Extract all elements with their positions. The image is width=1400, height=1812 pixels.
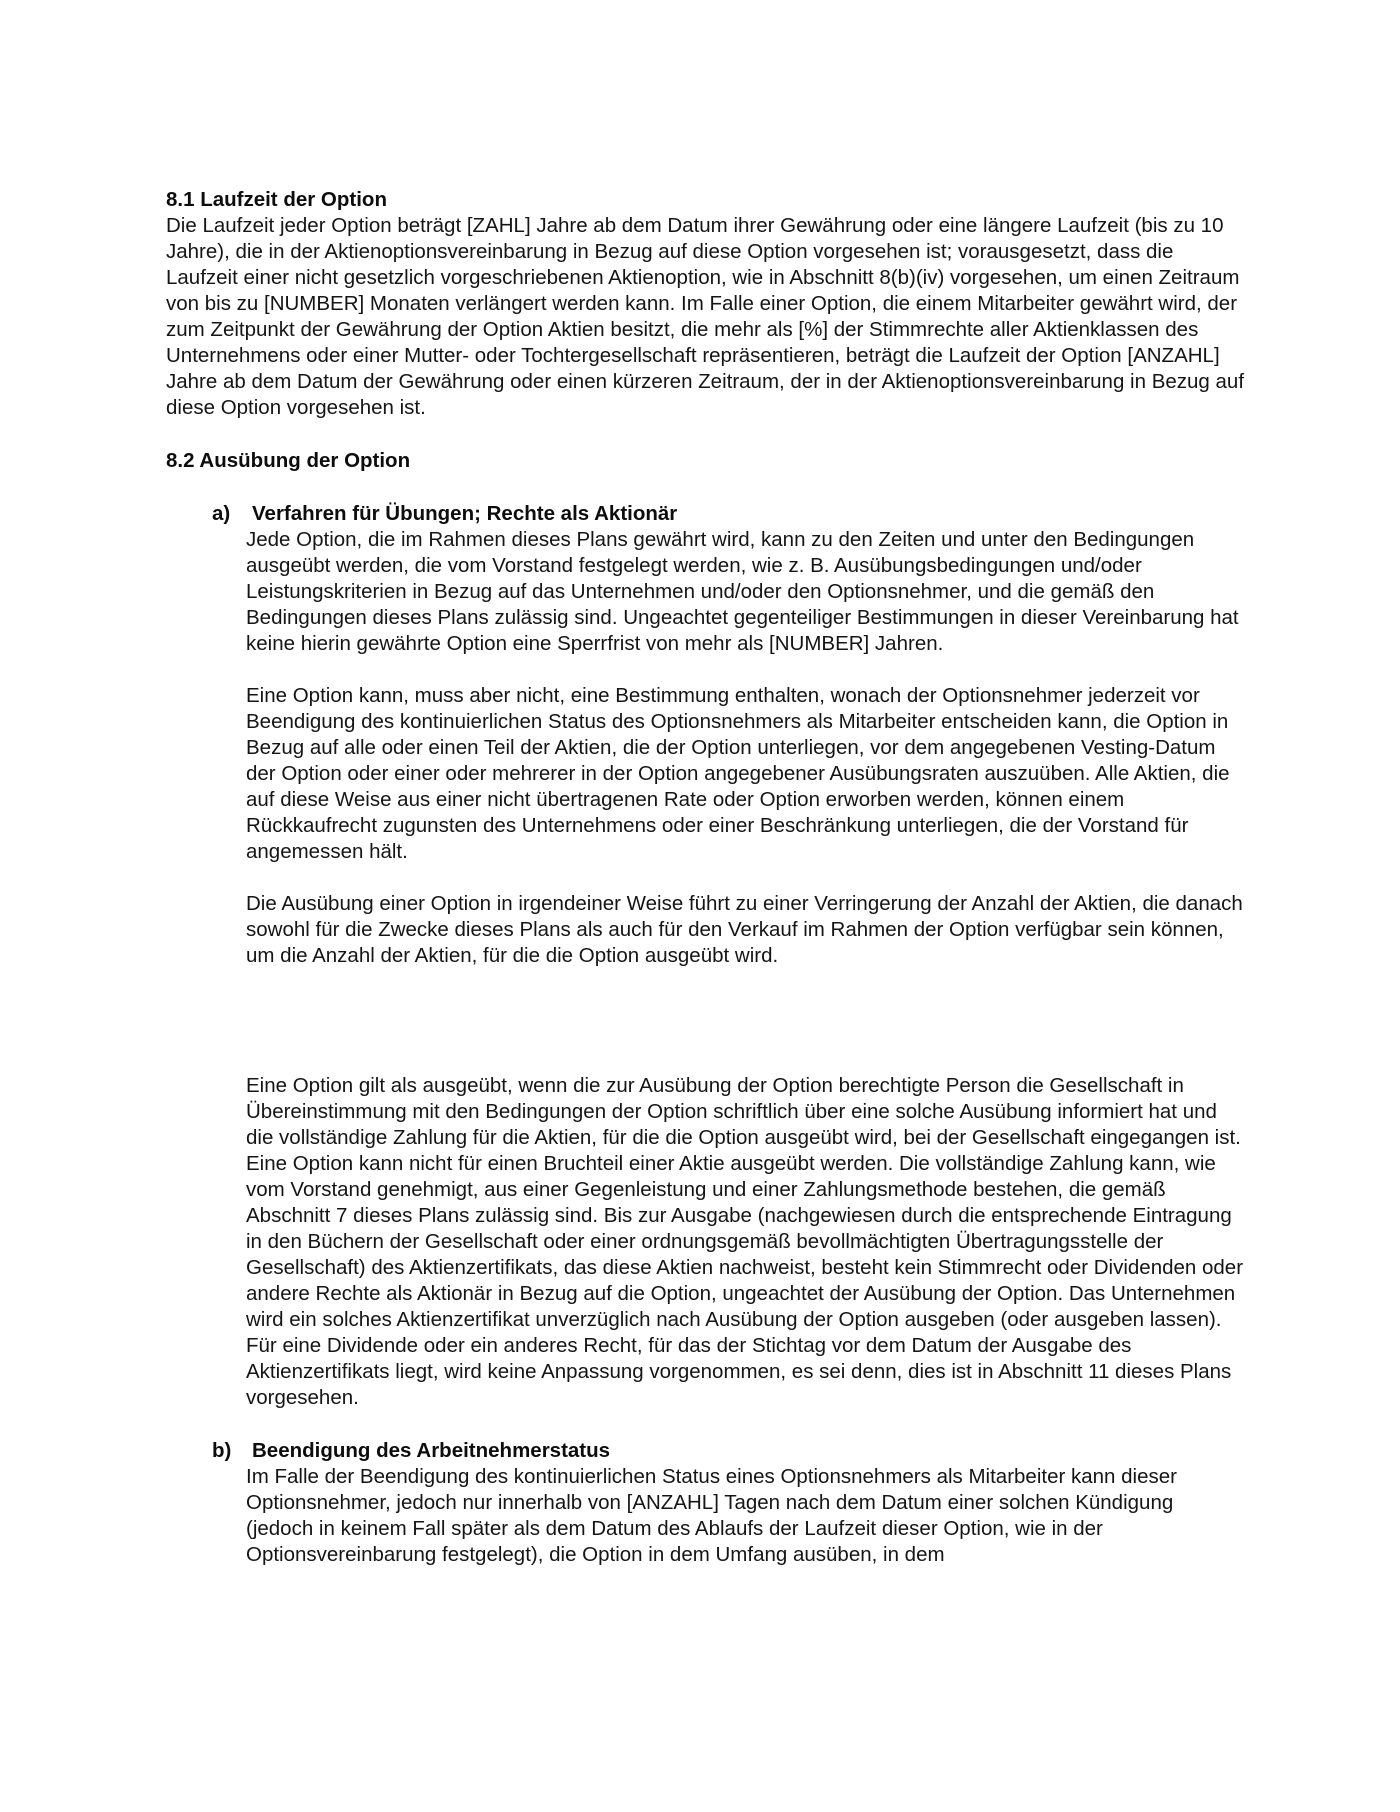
section-8-1-body: Die Laufzeit jeder Option beträgt [ZAHL] Jahre ab dem Datum ihrer Gewährung oder eine längere Laufzeit (bis zu 10 Jahre), die in der Aktienoptionsvereinbarung in Bezug auf diese Option vorgesehen ist; vorausgesetzt, dass die Laufzeit einer nicht gesetzlich vorgeschriebenen Aktienoption, wie in Abschnitt 8(b)(iv) vorgesehen, um einen Zeitraum von bis zu [NUMBER] Monaten verlängert werden kann. Im Falle einer Option, die einem Mitarbeiter gewährt wird, der zum Zeitpunkt der Gewährung der Option Aktien besitzt, die mehr als [%] der Stimmrechte aller Aktienklassen des Unternehmens oder einer Mutter- oder Tochtergesellschaft repräsentieren, beträgt die Laufzeit der Option [ANZAHL] Jahre ab dem Datum der Gewährung oder einen kürzeren Zeitraum, der in der Aktienoptionsvereinbarung in Bezug auf diese Option vorgesehen ist. — [166, 214, 1245, 419]
subsection-b-heading: Beendigung des Arbeitnehmerstatus — [252, 1439, 611, 1462]
subsection-b — [166, 1438, 1246, 1464]
subsection-b-marker: b) — [212, 1439, 232, 1462]
section-8-1-heading: 8.1 Laufzeit der Option — [166, 188, 387, 211]
section-8-2-heading: 8.2 Ausübung der Option — [166, 449, 411, 472]
section-8-1 — [166, 187, 1246, 421]
subsection-a-paragraph-3: Die Ausübung einer Option in irgendeiner Weise führt zu einer Verringerung der Anzahl der Aktien, die danach sowohl für die Zwecke dieses Plans als auch für den Verkauf im Rahmen der Option verfügbar sein können, um die Anzahl der Aktien, für die die Option ausgeübt wird. — [246, 892, 1243, 967]
document-content — [166, 187, 1246, 1568]
subsection-a-paragraph-1: Jede Option, die im Rahmen dieses Plans gewährt wird, kann zu den Zeiten und unter den Bedingungen ausgeübt werden, die vom Vorstand festgelegt werden, wie z. B. Ausübungsbedingungen und/oder Leistungskriterien in Bezug auf das Unternehmen und/oder den Optionsnehmer, und die gemäß den Bedingungen dieses Plans zulässig sind. Ungeachtet gegenteiliger Bestimmungen in dieser Vereinbarung hat keine hierin gewährte Option eine Sperrfrist von mehr als [NUMBER] Jahren. — [246, 528, 1239, 655]
section-8-2 — [166, 448, 1246, 1568]
subsection-a — [166, 501, 1246, 527]
subsection-a-marker: a) — [212, 502, 231, 525]
subsection-a-paragraph-4: Eine Option gilt als ausgeübt, wenn die zur Ausübung der Option berechtigte Person die Gesellschaft in Übereinstimmung mit den Bedingungen der Option schriftlich über eine solche Ausübung informiert hat und die vollständige Zahlung für die Aktien, für die die Option ausgeübt wird, bei der Gesellschaft eingegangen ist. Eine Option kann nicht für einen Bruchteil einer Aktie ausgeübt werden. Die vollständige Zahlung kann, wie vom Vorstand genehmigt, aus einer Gegenleistung und einer Zahlungsmethode bestehen, die gemäß Abschnitt 7 dieses Plans zulässig sind. Bis zur Ausgabe (nachgewiesen durch die entsprechende Eintragung in den Büchern der Gesellschaft oder einer ordnungsgemäß bevollmächtigten Übertragungsstelle der Gesellschaft) des Aktienzertifikats, das diese Aktien nachweist, besteht kein Stimmrecht oder Dividenden oder andere Rechte als Aktionär in Bezug auf die Option, ungeachtet der Ausübung der Option. Das Unternehmen wird ein solches Aktienzertifikat unverzüglich nach Ausübung der Option ausgeben (oder ausgeben lassen). Für eine Dividende oder ein anderes Recht, für das der Stichtag vor dem Datum der Ausgabe des Aktienzertifikats liegt, wird keine Anpassung vorgenommen, es sei denn, dies ist in Abschnitt 11 dieses Plans vorgesehen. — [246, 1074, 1244, 1409]
subsection-b-paragraph: Im Falle der Beendigung des kontinuierlichen Status eines Optionsnehmers als Mitarbeiter kann dieser Optionsnehmer, jedoch nur innerhalb von [ANZAHL] Tagen nach dem Datum einer solchen Kündigung (jedoch in keinem Fall später als dem Datum des Ablaufs der Laufzeit dieser Option, wie in der Optionsvereinbarung festgelegt), die Option in dem Umfang ausüben, in dem — [246, 1465, 1177, 1566]
subsection-a-heading: Verfahren für Übungen; Rechte als Aktionär — [252, 502, 678, 525]
subsection-a-paragraph-2: Eine Option kann, muss aber nicht, eine Bestimmung enthalten, wonach der Optionsnehmer jederzeit vor Beendigung des kontinuierlichen Status des Optionsnehmers als Mitarbeiter entscheiden kann, die Option in Bezug auf alle oder einen Teil der Aktien, die der Option unterliegen, vor dem angegebenen Vesting-Datum der Option oder einer oder mehrerer in der Option angegebener Ausübungsraten auszuüben. Alle Aktien, die auf diese Weise aus einer nicht übertragenen Rate oder Option erworben werden, können einem Rückkaufrecht zugunsten des Unternehmens oder einer Beschränkung unterliegen, die der Vorstand für angemessen hält. — [246, 684, 1230, 863]
